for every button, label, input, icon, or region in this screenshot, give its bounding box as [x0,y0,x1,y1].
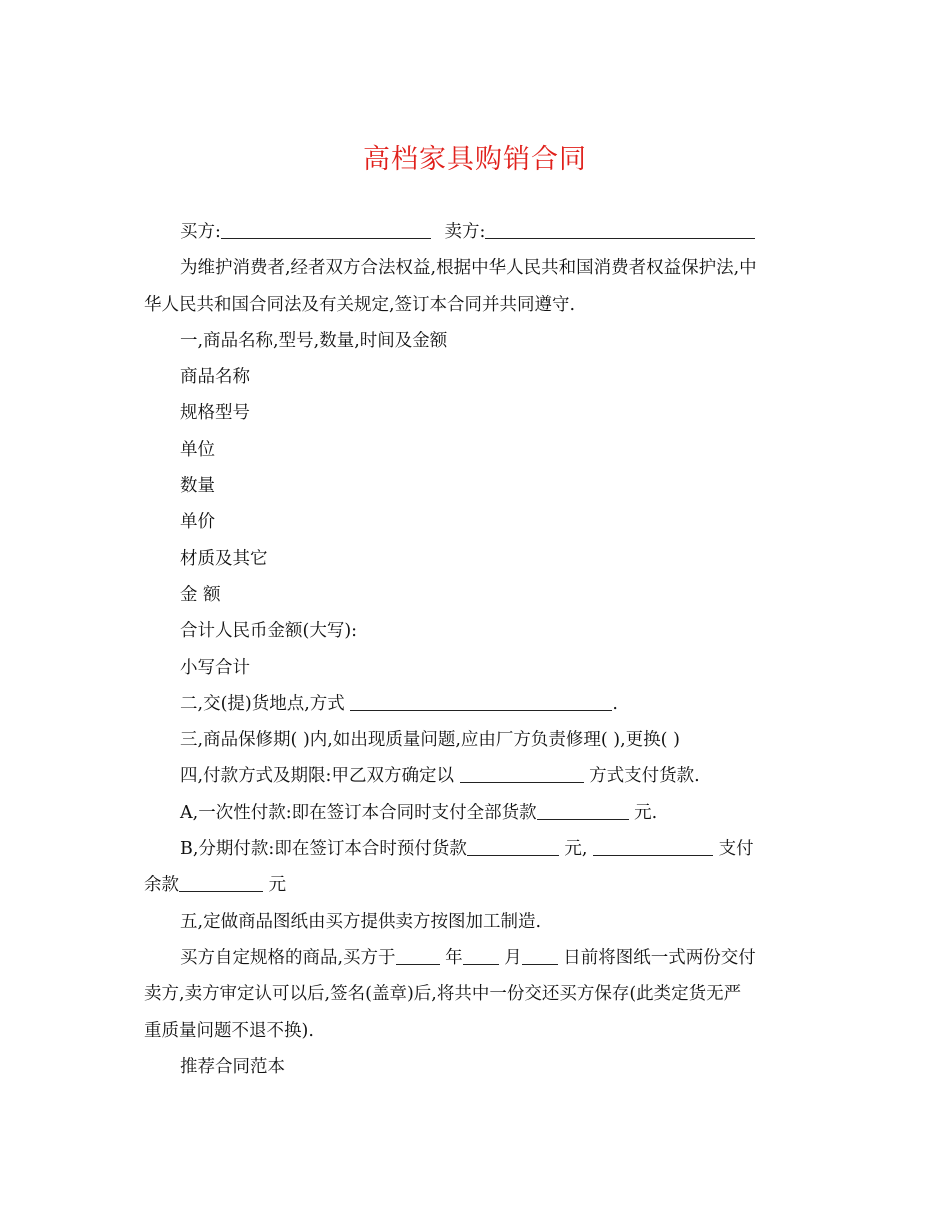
item-material-label: 材质及其它 [180,548,268,569]
seller-blank [485,218,755,239]
item-unit-label: 单位 [180,439,215,460]
payment-a-text: A,一次性付款:即在签订本合同时支付全部货款 [180,802,537,823]
section-1-heading: 一,商品名称,型号,数量,时间及金额 [180,330,448,351]
payment-a-blank [537,799,629,820]
month-label: 月 [498,947,522,968]
delivery-blank [350,690,612,711]
document-title: 高档家具购销合同 [363,144,587,175]
payment-b-text: B,分期付款:即在签订本合时预付货款 [180,839,467,860]
custom-line-1 [144,940,808,976]
parties-line [144,214,808,250]
payment-b-line [144,831,808,867]
section-3-line: 三,商品保修期( )内,如出现质量问题,应由厂方负责修理( ),更换( ) [180,730,680,751]
custom-line-2: 卖方,卖方审定认可以后,签名(盖章)后,将共中一份交还买方保存(此类定货无严 [144,984,742,1005]
payment-b-blank-2 [593,835,713,856]
section-2-text: 二,交(提)货地点,方式 [180,693,351,714]
section-4-end: 方式支付货款. [583,766,700,787]
buyer-blank [221,218,431,239]
item-qty-label: 数量 [180,476,215,497]
intro-line-1: 为维护消费者,经者双方合法权益,根据中华人民共和国消费者权益保护法,中 [180,258,757,279]
section-4-text: 四,付款方式及期限:甲乙双方确定以 [180,766,460,787]
section-5-line: 五,定做商品图纸由买方提供卖方按图加工制造. [180,911,542,932]
section-2-line [144,686,808,722]
payment-b-end: 支付 [713,839,754,860]
item-price-label: 单价 [180,512,215,533]
seller-label: 卖方: [444,222,486,242]
payment-a-end: 元. [628,802,658,823]
section-4-line [144,758,808,794]
payment-b-blank-1 [467,835,559,856]
balance-label: 余款 [144,875,179,896]
payment-method-blank [460,762,584,783]
buyer-label: 买方: [180,222,221,242]
contract-body [144,214,808,1085]
year-label: 年 [439,947,463,968]
item-amount-label: 金 额 [180,584,221,605]
balance-blank [179,871,263,892]
item-spec-label: 规格型号 [180,403,250,424]
day-blank [522,944,558,965]
total-lower-label: 小写合计 [180,657,250,678]
custom-text-end: 日前将图纸一式两份交付 [557,947,756,968]
intro-line-2: 华人民共和国合同法及有关规定,签订本合同并共同遵守. [144,294,576,315]
item-name-label: 商品名称 [180,367,250,388]
month-blank [463,944,499,965]
year-blank [396,944,440,965]
recommend-line: 推荐合同范本 [180,1056,285,1077]
custom-line-3: 重质量问题不退不换). [144,1020,314,1041]
payment-a-line [144,795,808,831]
payment-b-mid: 元, [558,839,594,860]
custom-text: 买方自定规格的商品,买方于 [180,947,396,968]
balance-unit: 元 [263,875,287,896]
total-upper-label: 合计人民币金额(大写): [180,621,358,642]
payment-b-line-2 [144,867,808,903]
section-2-end: . [612,693,618,714]
